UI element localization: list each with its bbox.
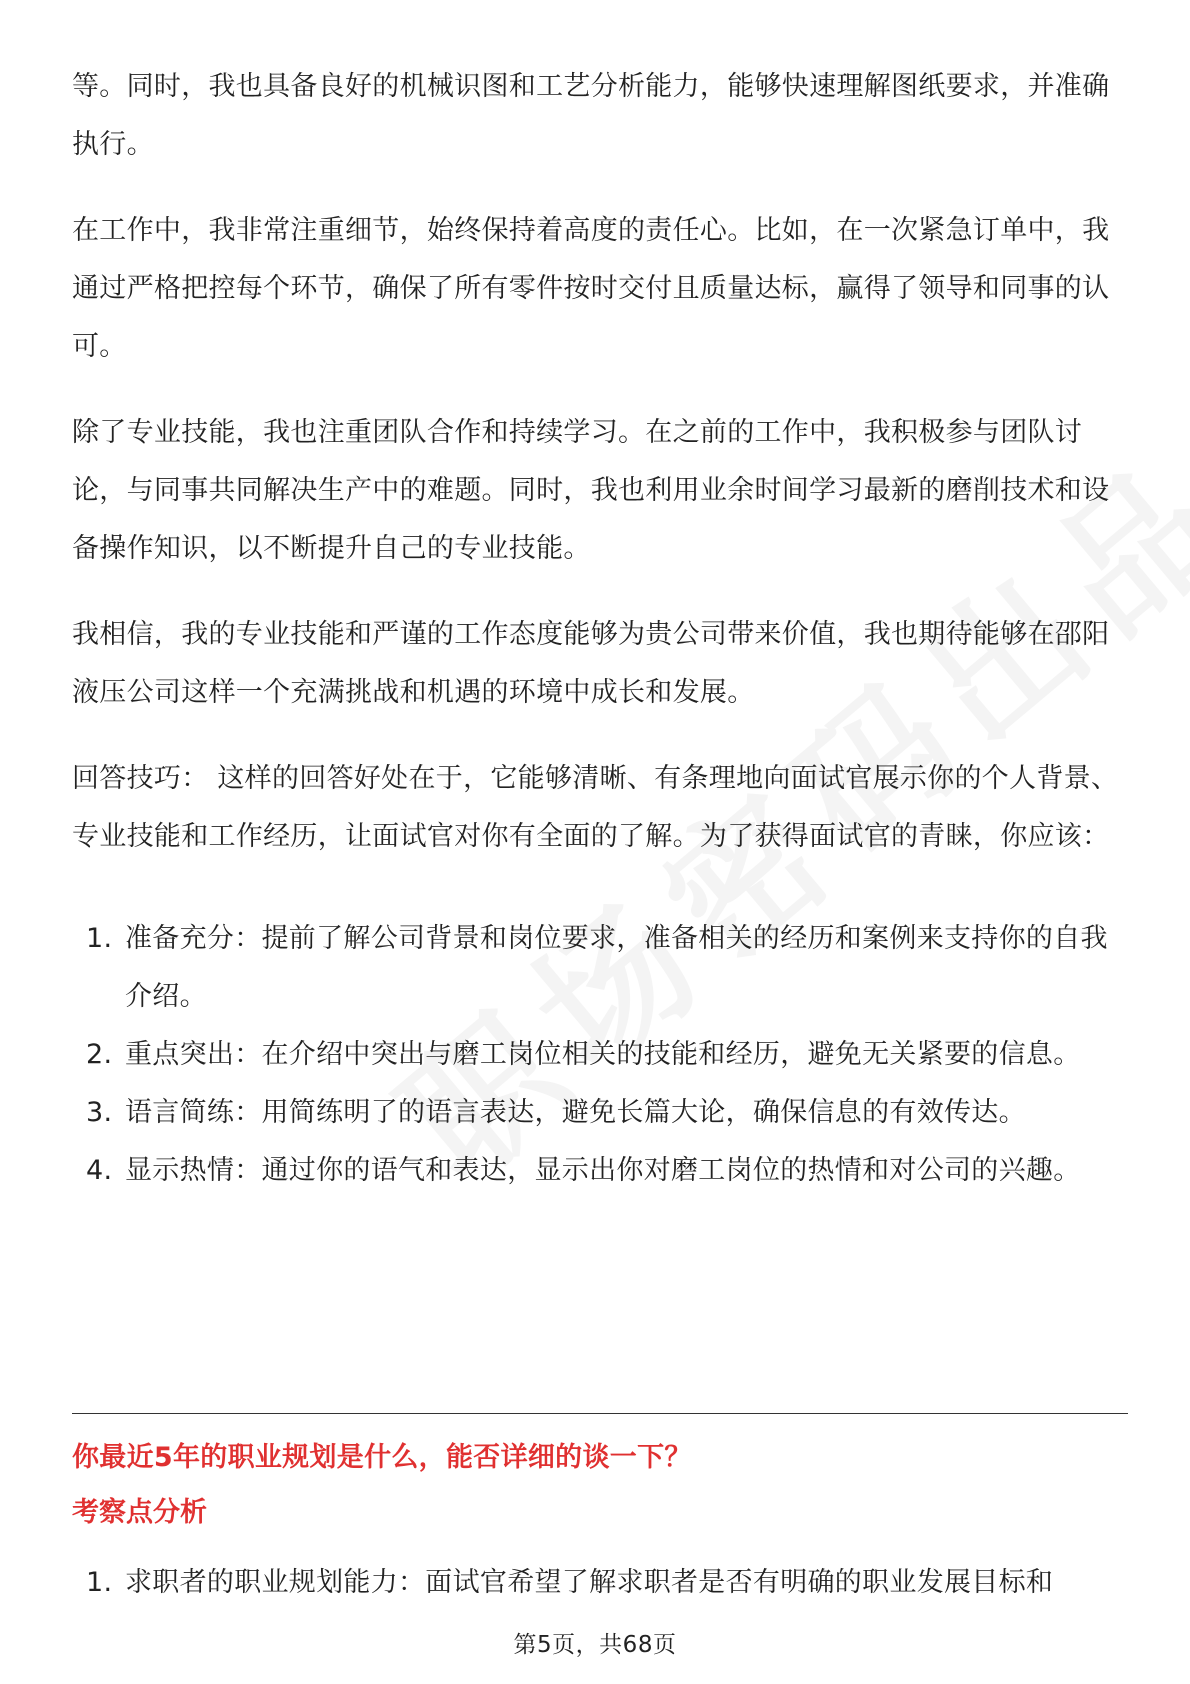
list-item-text: 显示热情：通过你的语气和表达，显示出你对磨工岗位的热情和对公司的兴趣。 xyxy=(125,1155,1081,1186)
paragraph-detail: 在工作中，我非常注重细节，始终保持着高度的责任心。比如，在一次紧急订单中，我通过严格把控每个环节，确保了所有零件按时交付且质量达标，赢得了领导和同事的认可。 xyxy=(72,215,1110,362)
analysis-heading: 考察点分析 xyxy=(72,1497,207,1528)
paragraph-skills: 等。同时，我也具备良好的机械识图和工艺分析能力，能够快速理解图纸要求，并准确执行。 xyxy=(72,71,1110,160)
list-number: 4. xyxy=(86,1155,113,1186)
list-item-text: 准备充分：提前了解公司背景和岗位要求，准备相关的经历和案例来支持你的自我介绍。 xyxy=(125,923,1108,1012)
list-item xyxy=(72,1142,1128,1200)
section-divider xyxy=(72,1413,1128,1414)
paragraph-answer-tips: 回答技巧： 这样的回答好处在于，它能够清晰、有条理地向面试官展示你的个人背景、专业技能和工作经历，让面试官对你有全面的了解。为了获得面试官的青睐，你应该： xyxy=(72,763,1119,852)
document-body xyxy=(72,58,1128,1200)
list-item-text: 求职者的职业规划能力：面试官希望了解求职者是否有明确的职业发展目标和 xyxy=(125,1567,1054,1598)
analysis-list-item xyxy=(72,1563,1128,1603)
list-item xyxy=(72,910,1128,1026)
list-number: 2. xyxy=(86,1039,113,1070)
page-footer: 第5页，共68页 xyxy=(513,1632,677,1658)
list-item-text: 语言简练：用简练明了的语言表达，避免长篇大论，确保信息的有效传达。 xyxy=(125,1097,1026,1128)
question-title: 你最近5年的职业规划是什么，能否详细的谈一下？ xyxy=(72,1442,692,1473)
list-number: 3. xyxy=(86,1097,113,1128)
list-number: 1. xyxy=(86,923,113,954)
list-item xyxy=(72,1026,1128,1084)
paragraph-belief: 我相信，我的专业技能和严谨的工作态度能够为贵公司带来价值，我也期待能够在邵阳液压公司这样一个充满挑战和机遇的环境中成长和发展。 xyxy=(72,619,1110,708)
paragraph-teamwork: 除了专业技能，我也注重团队合作和持续学习。在之前的工作中，我积极参与团队讨论，与同事共同解决生产中的难题。同时，我也利用业余时间学习最新的磨削技术和设备操作知识，以不断提升自己的专业技能。 xyxy=(72,417,1110,564)
tips-list xyxy=(72,910,1128,1200)
list-number: 1. xyxy=(86,1567,113,1598)
list-item-text: 重点突出：在介绍中突出与磨工岗位相关的技能和经历，避免无关紧要的信息。 xyxy=(125,1039,1081,1070)
list-item xyxy=(72,1084,1128,1142)
